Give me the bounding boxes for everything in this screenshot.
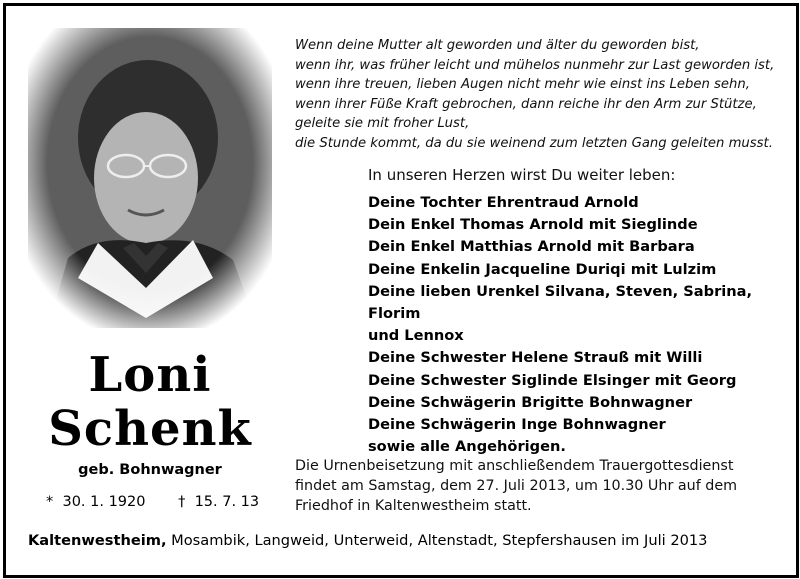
life-dates bbox=[46, 494, 286, 510]
mourner-line: Deine Schwägerin Brigitte Bohnwagner bbox=[368, 393, 693, 411]
portrait-photo bbox=[28, 28, 272, 328]
birth-date: 30. 1. 1920 bbox=[62, 494, 146, 510]
mourner-line: Dein Enkel Thomas Arnold mit Sieglinde bbox=[368, 216, 698, 234]
death-date: 15. 7. 13 bbox=[194, 494, 260, 510]
mourner-line: Deine Tochter Ehrentraud Arnold bbox=[368, 194, 639, 211]
footer-places bbox=[28, 532, 788, 549]
mourner-line: Deine Schwägerin Inge Bohnwagner bbox=[368, 416, 666, 434]
mourner-line: Dein Enkel Matthias Arnold mit Barbara bbox=[368, 238, 695, 256]
birth-star-icon: * bbox=[46, 494, 54, 510]
poem-line: Wenn deine Mutter alt geworden und älter du geworden bist, bbox=[295, 38, 700, 53]
deceased-first-name: Loni bbox=[88, 347, 212, 403]
mourner-line: und Lennox bbox=[368, 327, 464, 345]
mourners-intro: In unseren Herzen wirst Du weiter leben: bbox=[368, 166, 676, 184]
poem-line: wenn ihrer Füße Kraft gebrochen, dann reiche ihr den Arm zur Stütze, bbox=[295, 96, 757, 112]
mourner-line: Deine Schwester Helene Strauß mit Willi bbox=[368, 349, 703, 367]
death-cross-icon: † bbox=[178, 494, 186, 510]
portrait-illustration bbox=[28, 28, 272, 328]
obituary-frame bbox=[3, 3, 799, 578]
birth-date-group bbox=[46, 494, 145, 510]
mourner-line: Deine Enkelin Jacqueline Duriqi mit Lulzim bbox=[368, 260, 717, 278]
footer-place-rest: Mosambik, Langweid, Unterweid, Altenstadt, Stepfershausen im Juli 2013 bbox=[166, 532, 708, 549]
mourner-line: Deine lieben Urenkel Silvana, Steven, Sabrina, Florim bbox=[368, 282, 753, 323]
deceased-last-name: Schenk bbox=[48, 401, 252, 457]
mourner-line: Deine Schwester Siglinde Elsinger mit Georg bbox=[368, 371, 737, 389]
mourner-line: sowie alle Angehörigen. bbox=[368, 438, 566, 456]
death-date-group bbox=[178, 494, 259, 510]
service-line: findet am Samstag, dem 27. Juli 2013, um 10.30 Uhr auf dem bbox=[295, 478, 738, 494]
poem bbox=[295, 36, 785, 153]
funeral-service-notice bbox=[295, 456, 795, 516]
footer-place-bold: Kaltenwestheim, bbox=[28, 532, 167, 549]
poem-line: wenn ihr, was früher leicht und mühelos nunmehr zur Last geworden ist, bbox=[295, 57, 775, 73]
mourners-list bbox=[368, 192, 788, 458]
poem-line: die Stunde kommt, da du sie weinend zum letzten Gang geleiten musst. bbox=[295, 135, 773, 151]
service-line: Friedhof in Kaltenwestheim statt. bbox=[295, 498, 532, 514]
poem-line: geleite sie mit froher Lust, bbox=[295, 116, 470, 131]
poem-line: wenn ihre treuen, lieben Augen nicht mehr wie einst ins Leben sehn, bbox=[295, 77, 750, 92]
service-line: Die Urnenbeisetzung mit anschließendem Trauergottesdienst bbox=[295, 458, 734, 474]
birth-name: geb. Bohnwagner bbox=[78, 462, 222, 478]
